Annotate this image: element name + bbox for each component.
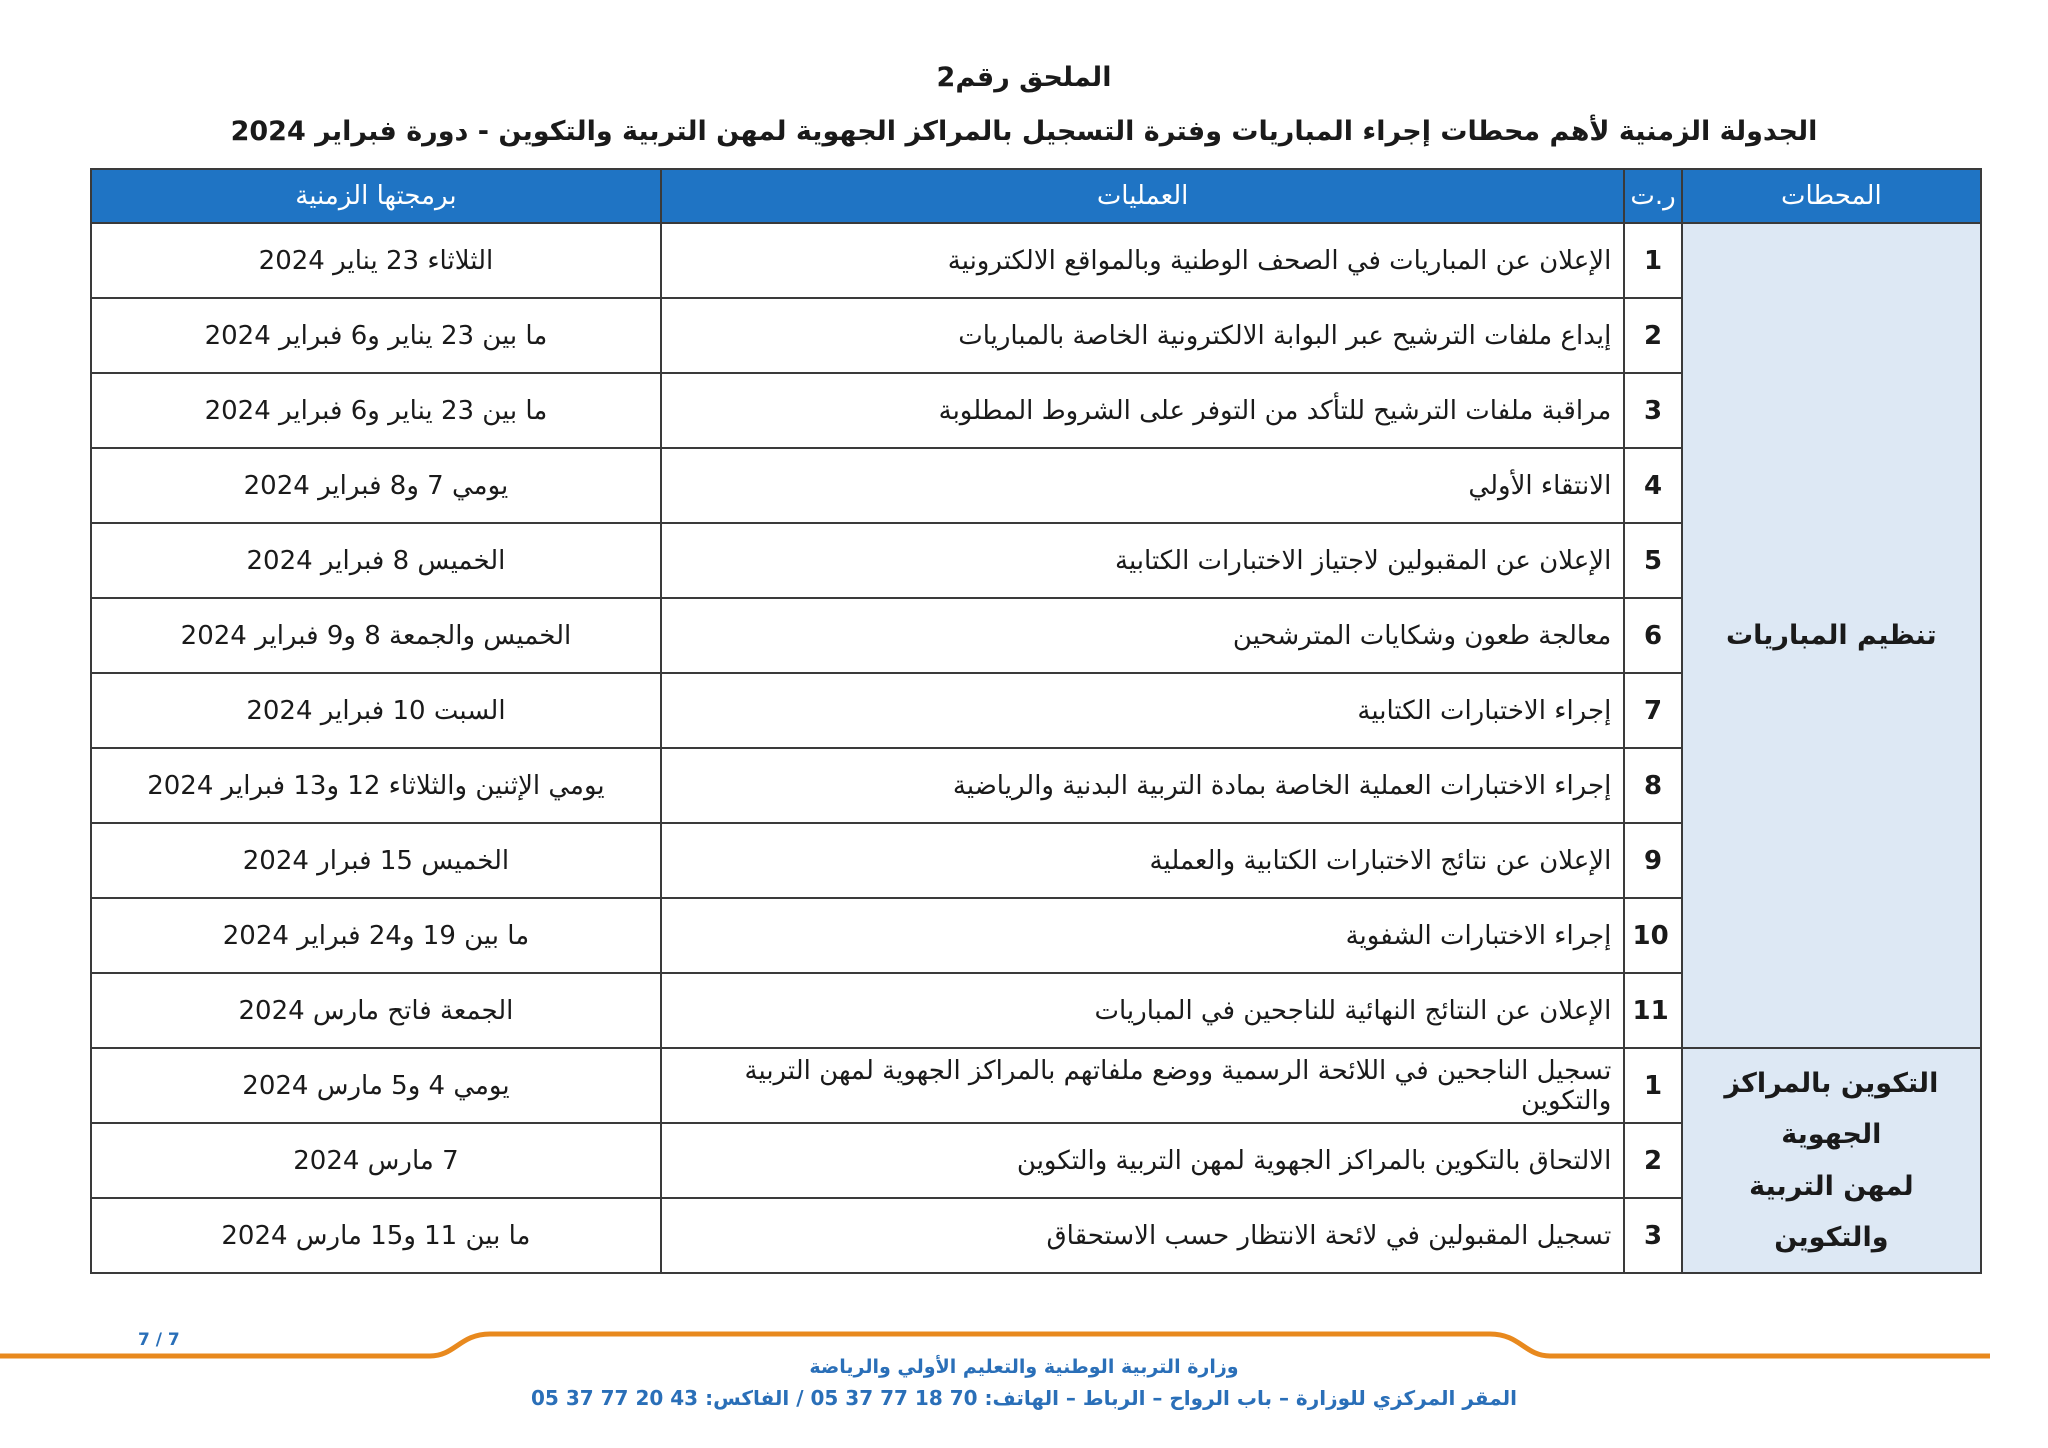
date-cell: الخميس والجمعة 8 و9 فبراير 2024 xyxy=(91,598,661,673)
date-cell: ما بين 23 يناير و6 فبراير 2024 xyxy=(91,298,661,373)
date-cell: ما بين 11 و15 مارس 2024 xyxy=(91,1198,661,1273)
row-number: 2 xyxy=(1624,298,1681,373)
row-number: 3 xyxy=(1624,1198,1681,1273)
header-num: ر.ت xyxy=(1624,169,1681,223)
table-row xyxy=(91,223,1981,298)
header-schedule: برمجتها الزمنية xyxy=(91,169,661,223)
row-number: 5 xyxy=(1624,523,1681,598)
date-cell: الجمعة فاتح مارس 2024 xyxy=(91,973,661,1048)
row-number: 10 xyxy=(1624,898,1681,973)
stage-regional-training xyxy=(1682,1048,1981,1273)
ministry-address: المقر المركزي للوزارة – باب الرواح – الرباط – الهاتف: 70 18 77 37 05 / الفاكس: 43 20 77 37 05 xyxy=(531,1386,1517,1410)
operation-cell: إجراء الاختبارات الكتابية xyxy=(661,673,1624,748)
operation-cell: الإعلان عن النتائج النهائية للناجحين في المباريات xyxy=(661,973,1624,1048)
operation-cell: معالجة طعون وشكايات المترشحين xyxy=(661,598,1624,673)
table-row xyxy=(91,1048,1981,1123)
header-stages: المحطات xyxy=(1682,169,1981,223)
ministry-name: وزارة التربية الوطنية والتعليم الأولي والرياضة xyxy=(809,1356,1239,1378)
row-number: 3 xyxy=(1624,373,1681,448)
date-cell: الثلاثاء 23 يناير 2024 xyxy=(91,223,661,298)
date-cell: السبت 10 فبراير 2024 xyxy=(91,673,661,748)
row-number: 7 xyxy=(1624,673,1681,748)
table-header-row xyxy=(91,169,1981,223)
footer-curve xyxy=(0,1334,1990,1356)
date-cell: يومي 4 و5 مارس 2024 xyxy=(91,1048,661,1123)
operation-cell: إجراء الاختبارات العملية الخاصة بمادة التربية البدنية والرياضية xyxy=(661,748,1624,823)
schedule-table xyxy=(90,168,1982,1274)
row-number: 9 xyxy=(1624,823,1681,898)
stage-organize-exams: تنظيم المباريات xyxy=(1682,223,1981,1048)
stage-line-2: لمهن التربية والتكوين xyxy=(1749,1170,1914,1253)
operation-cell: إيداع ملفات الترشيح عبر البوابة الالكترونية الخاصة بالمباريات xyxy=(661,298,1624,373)
operation-cell: تسجيل الناجحين في اللائحة الرسمية ووضع ملفاتهم بالمراكز الجهوية لمهن التربية والتكوين xyxy=(661,1048,1624,1123)
document-title: الجدولة الزمنية لأهم محطات إجراء المباريات وفترة التسجيل بالمراكز الجهوية لمهن التربية والتكوين - دورة فبراير 2024 xyxy=(230,116,1818,147)
date-cell: يومي الإثنين والثلاثاء 12 و13 فبراير 2024 xyxy=(91,748,661,823)
date-cell: 7 مارس 2024 xyxy=(91,1123,661,1198)
date-cell: ما بين 19 و24 فبراير 2024 xyxy=(91,898,661,973)
date-cell: يومي 7 و8 فبراير 2024 xyxy=(91,448,661,523)
stage-line-1: التكوين بالمراكز الجهوية xyxy=(1724,1067,1939,1151)
row-number: 8 xyxy=(1624,748,1681,823)
page-number: 7 / 7 xyxy=(138,1330,180,1350)
header-operations: العمليات xyxy=(661,169,1624,223)
date-cell: الخميس 8 فبراير 2024 xyxy=(91,523,661,598)
operation-cell: الإعلان عن نتائج الاختبارات الكتابية والعملية xyxy=(661,823,1624,898)
row-number: 1 xyxy=(1624,1048,1681,1123)
annex-title: الملحق رقم2 xyxy=(936,62,1112,93)
date-cell: الخميس 15 فبرار 2024 xyxy=(91,823,661,898)
operation-cell: الإعلان عن المقبولين لاجتياز الاختبارات الكتابية xyxy=(661,523,1624,598)
row-number: 11 xyxy=(1624,973,1681,1048)
row-number: 1 xyxy=(1624,223,1681,298)
operation-cell: مراقبة ملفات الترشيح للتأكد من التوفر على الشروط المطلوبة xyxy=(661,373,1624,448)
operation-cell: الانتقاء الأولي xyxy=(661,448,1624,523)
row-number: 4 xyxy=(1624,448,1681,523)
operation-cell: إجراء الاختبارات الشفوية xyxy=(661,898,1624,973)
row-number: 2 xyxy=(1624,1123,1681,1198)
row-number: 6 xyxy=(1624,598,1681,673)
date-cell: ما بين 23 يناير و6 فبراير 2024 xyxy=(91,373,661,448)
operation-cell: تسجيل المقبولين في لائحة الانتظار حسب الاستحقاق xyxy=(661,1198,1624,1273)
operation-cell: الالتحاق بالتكوين بالمراكز الجهوية لمهن التربية والتكوين xyxy=(661,1123,1624,1198)
operation-cell: الإعلان عن المباريات في الصحف الوطنية وبالمواقع الالكترونية xyxy=(661,223,1624,298)
